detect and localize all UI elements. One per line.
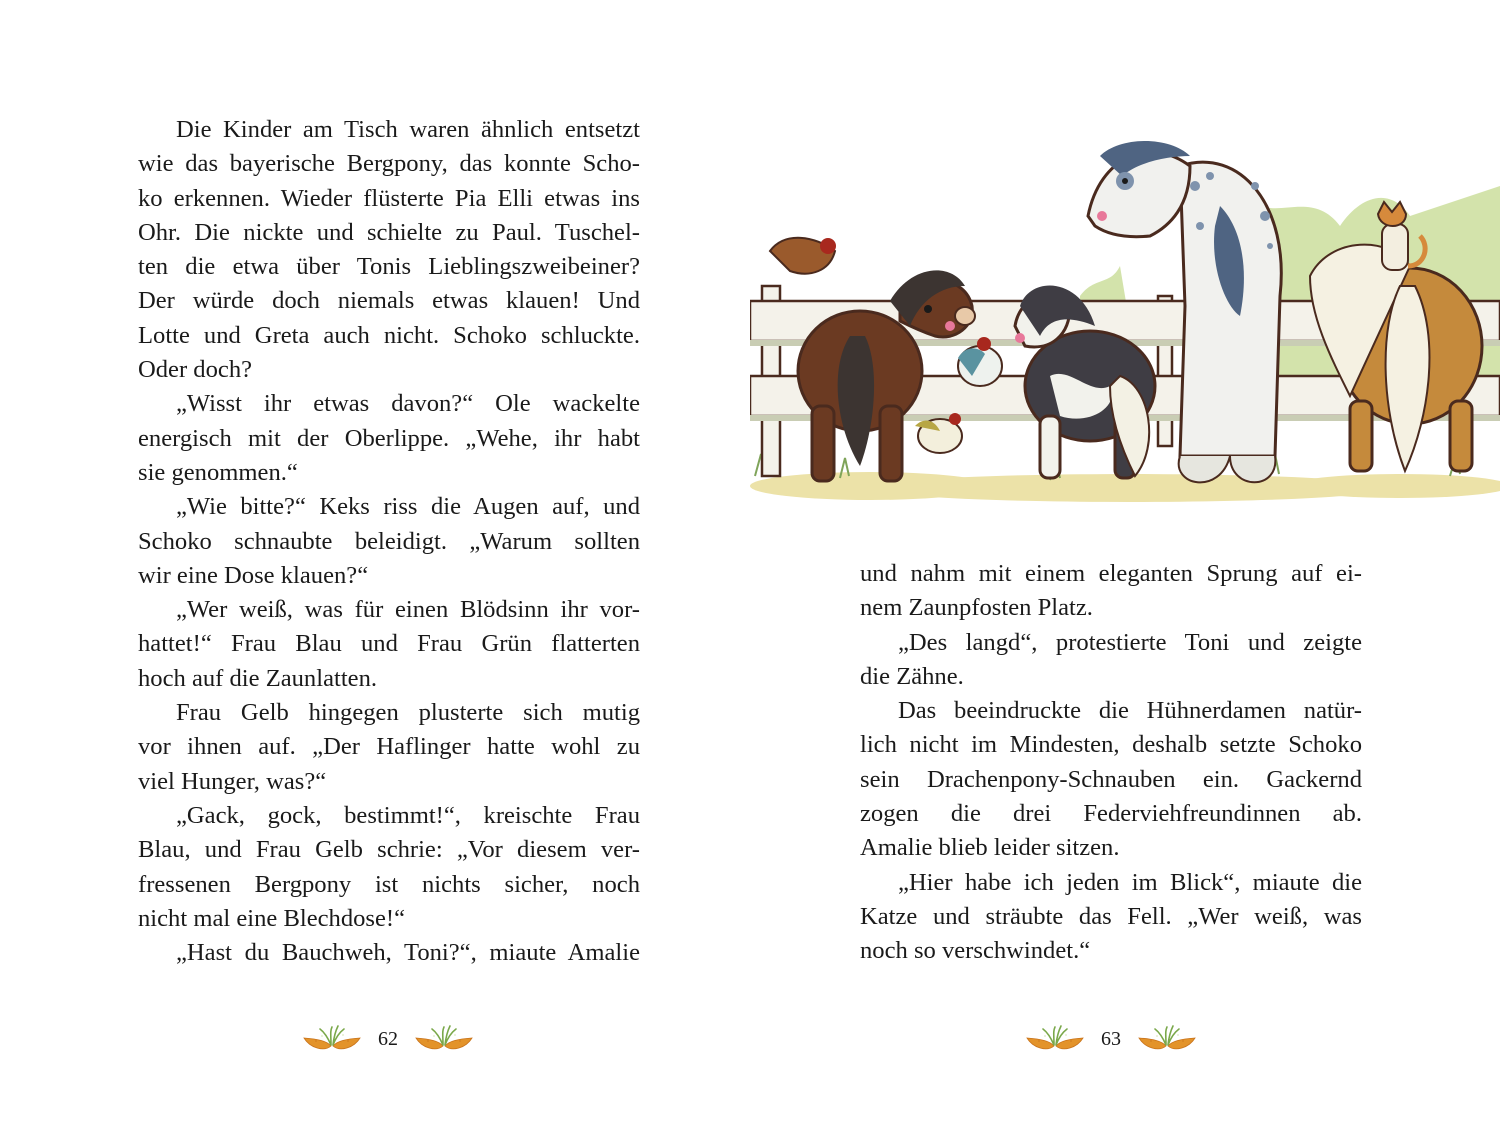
paragraph: [138, 696, 640, 799]
text-line: wie das bayerische Bergpony, das konnte Scho-: [138, 150, 640, 178]
text-line: sie genommen.“: [138, 458, 298, 486]
carrot-pair-icon: [1135, 1024, 1199, 1054]
text-line: ten die etwa über Tonis Lieblingszweibeiner?: [138, 253, 640, 281]
paragraph: [860, 626, 1362, 695]
text-line: „Gack, gock, bestimmt!“, kreischte Frau: [176, 801, 640, 829]
text-line: hoch auf die Zaunlatten.: [138, 664, 378, 692]
text-line: und nahm mit einem eleganten Sprung auf ei-: [860, 560, 1362, 587]
text-line: Lotte und Greta auch nicht. Schoko schluckte.: [138, 321, 640, 349]
text-line: Frau Gelb hingegen plusterte sich mutig: [176, 699, 640, 727]
paragraph: [138, 936, 640, 970]
carrot-pair-icon: [1023, 1024, 1087, 1054]
text-line: nicht mal eine Blechdose!“: [138, 904, 406, 932]
text-line: Das beeindruckte die Hühnerdamen natür-: [898, 697, 1362, 725]
paragraph: [138, 799, 640, 936]
text-line: Die Kinder am Tisch waren ähnlich entsetzt: [176, 116, 640, 143]
text-line: nem Zaunpfosten Platz.: [860, 594, 1093, 622]
text-line: Der würde doch niemals etwas klauen! Und: [138, 287, 640, 315]
page-number: 62: [378, 1027, 398, 1050]
right-page-text: [860, 557, 1362, 969]
paragraph: [138, 387, 640, 490]
paragraph: [138, 113, 640, 387]
text-line: „Des langd“, protestierte Toni und zeigte: [898, 628, 1362, 656]
paragraph: [138, 490, 640, 593]
text-line: fressenen Bergpony ist nichts sicher, noch: [138, 870, 640, 898]
text-line: „Wer weiß, was für einen Blödsinn ihr vor-: [176, 596, 640, 624]
page-number: 63: [1101, 1027, 1121, 1050]
text-line: lich nicht im Mindesten, deshalb setzte Schoko: [860, 731, 1362, 759]
carrot-pair-icon: [300, 1024, 364, 1054]
text-line: ko erkennen. Wieder flüsterte Pia Elli etwas ins: [138, 184, 640, 212]
ponies-at-fence-illustration: [750, 126, 1500, 506]
text-line: „Wisst ihr etwas davon?“ Ole wackelte: [176, 390, 640, 418]
page-number-footer: [300, 1022, 476, 1056]
page-number-footer: [1023, 1022, 1199, 1056]
text-line: energisch mit der Oberlippe. „Wehe, ihr habt: [138, 424, 640, 452]
paragraph: [138, 593, 640, 696]
text-line: „Hier habe ich jeden im Blick“, miaute die: [898, 868, 1362, 896]
text-line: wir eine Dose klauen?“: [138, 561, 369, 589]
text-line: sein Drachenpony-Schnauben ein. Gackernd: [860, 765, 1362, 793]
text-line: zogen die drei Federviehfreundinnen ab.: [860, 800, 1362, 828]
text-line: „Hast du Bauchweh, Toni?“, miaute Amalie: [176, 939, 640, 967]
text-line: noch so verschwindet.“: [860, 937, 1091, 965]
left-page-text: [138, 113, 640, 970]
text-line: „Wie bitte?“ Keks riss die Augen auf, und: [176, 493, 640, 521]
right-page: [750, 0, 1500, 1139]
text-line: Ohr. Die nickte und schielte zu Paul. Tuschel-: [138, 218, 640, 246]
paragraph-continued: [860, 557, 1362, 626]
text-line: vor ihnen auf. „Der Haflinger hatte wohl zu: [138, 733, 640, 761]
text-line: Blau, und Frau Gelb schrie: „Vor diesem ver-: [138, 836, 640, 864]
paragraph: [860, 866, 1362, 969]
text-line: viel Hunger, was?“: [138, 767, 327, 795]
paragraph: [860, 694, 1362, 865]
carrot-pair-icon: [412, 1024, 476, 1054]
text-line: Schoko schnaubte beleidigt. „Warum sollten: [138, 527, 640, 555]
text-line: Katze und sträubte das Fell. „Wer weiß, was: [860, 902, 1362, 930]
text-line: hattet!“ Frau Blau und Frau Grün flatterten: [138, 630, 640, 658]
text-line: die Zähne.: [860, 662, 964, 690]
text-line: Amalie blieb leider sitzen.: [860, 834, 1120, 862]
text-line: Oder doch?: [138, 356, 253, 384]
